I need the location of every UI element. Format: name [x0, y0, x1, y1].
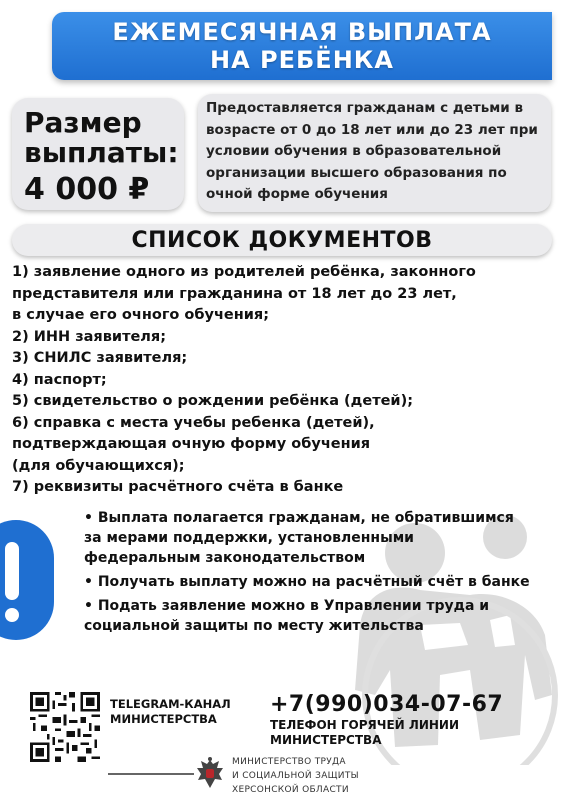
page-title-line2: НА РЕБЁНКА: [210, 46, 394, 74]
note-item: [84, 596, 534, 636]
note-text: • Подать заявление можно в: [84, 598, 324, 614]
note-item: • Получать выплату можно на расчётный счёт в банке: [84, 574, 530, 590]
page-title-line1: ЕЖЕМЕСЯЧНАЯ ВЫПЛАТА: [112, 18, 492, 46]
amount-label: Размер выплаты:: [24, 106, 179, 169]
coat-of-arms-icon: [195, 756, 225, 792]
document-item: 7) реквизиты расчётного счёта в банке: [12, 479, 344, 495]
telegram-label: TELEGRAM-КАНАЛ МИНИСТЕРСТВА: [110, 697, 231, 726]
note-item: • Выплата полагается гражданам, не обратившимся за мерами поддержки, установленными федеральным законодательством: [84, 510, 514, 566]
document-item: 5) свидетельство о рождении ребёнка (детей);: [12, 393, 414, 409]
documents-title: [12, 224, 552, 256]
amount-box: [12, 98, 184, 210]
title-banner: [52, 12, 552, 80]
exclamation-icon: [0, 520, 54, 640]
eligibility-box: [198, 94, 551, 212]
document-item: 4) паспорт;: [12, 371, 107, 388]
document-item: 3) СНИЛС заявителя;: [12, 350, 188, 366]
document-item: 6) справка с места учебы ребенка (детей), подтверждающая очную форму обучения (для обучающихся);: [12, 414, 375, 474]
qr-code-icon[interactable]: [30, 692, 100, 762]
footer-divider: [108, 773, 194, 775]
note-highlight: Управлении труда и социальной защиты по месту жительства: [84, 598, 490, 634]
document-item: 2) ИНН заявителя;: [12, 328, 167, 345]
hotline-label: ТЕЛЕФОН ГОРЯЧЕЙ ЛИНИИ МИНИСТЕРСТВА: [270, 718, 460, 747]
notes-list: [84, 508, 534, 640]
eligibility-text: Предоставляется гражданам с детьми в возрасте от 0 до 18 лет или до 23 лет при условии обучения в образовательной организации высшего образования по очной форме обучения: [206, 100, 538, 202]
documents-list: [12, 262, 557, 499]
ministry-name: МИНИСТЕРСТВО ТРУДА И СОЦИАЛЬНОЙ ЗАЩИТЫ ХЕРСОНСКОЙ ОБЛАСТИ: [232, 755, 362, 797]
documents-title-text: СПИСОК ДОКУМЕНТОВ: [131, 227, 433, 253]
amount-value: 4 000 ₽: [24, 172, 150, 207]
document-item: 1) заявление одного из родителей ребёнка, законного представителя или гражданина от 18 лет до 23 лет, в случае его очного обучения;: [12, 264, 476, 323]
hotline-phone[interactable]: +7(990)034-07-67: [270, 692, 504, 717]
